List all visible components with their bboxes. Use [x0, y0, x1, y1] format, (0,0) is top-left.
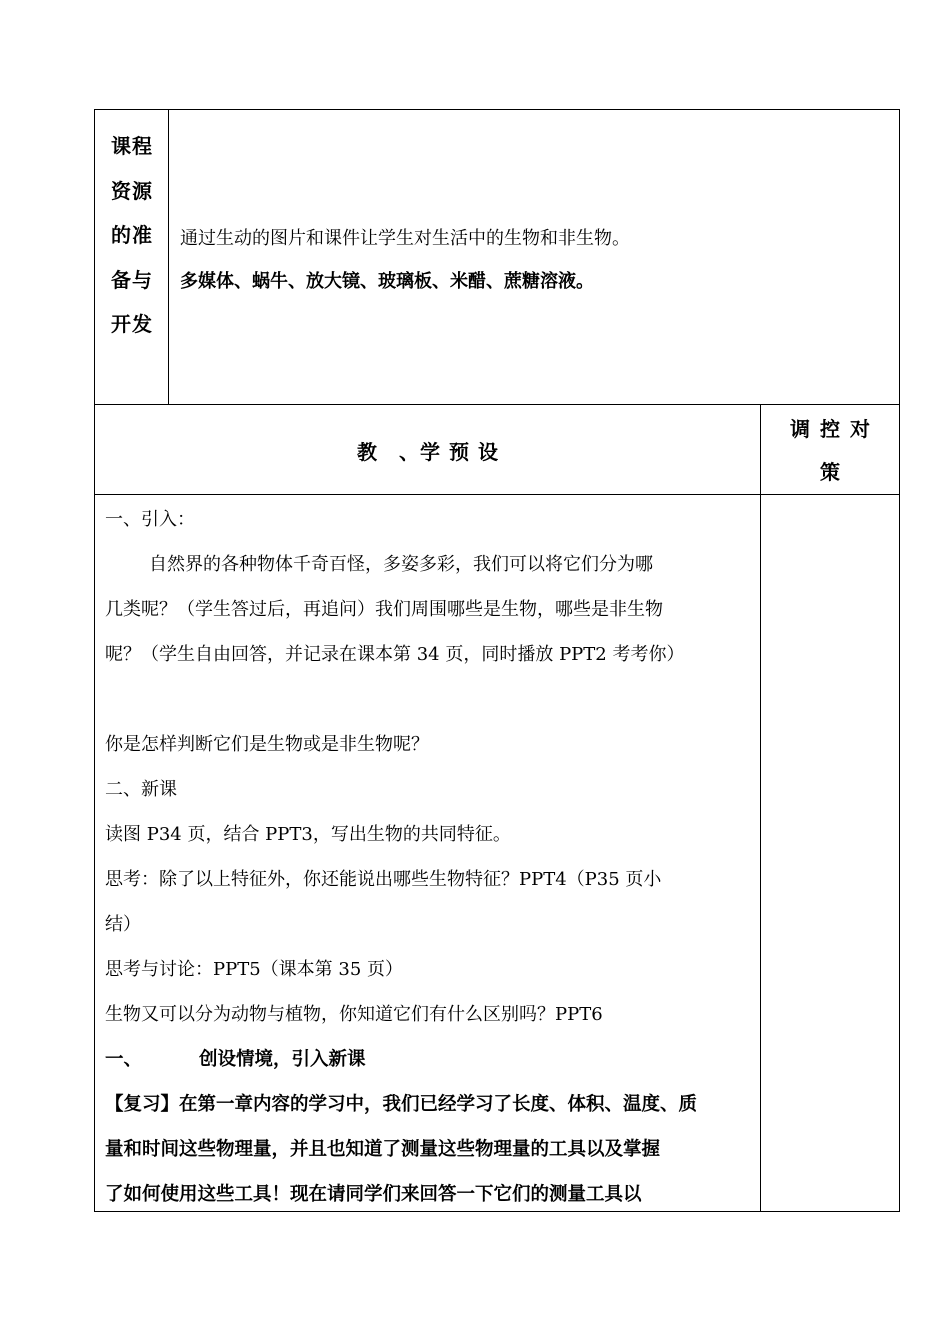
paragraph-line: 自然界的各种物体千奇百怪，多姿多彩，我们可以将它们分为哪 [149, 554, 653, 575]
teaching-plan-heading: 教 、学 预 设 [357, 439, 499, 464]
paragraph-line: 结） [105, 914, 141, 935]
adjustment-heading-line1: 调控对 [790, 417, 880, 441]
resources-materials: 多媒体、蜗牛、放大镜、玻璃板、米醋、蔗糖溶液。 [180, 271, 594, 292]
resources-label-line: 开发 [111, 312, 153, 336]
paragraph-line: 思考与讨论：PPT5（课本第 35 页） [105, 959, 404, 980]
new-lesson-heading: 二、新课 [105, 779, 177, 800]
strategy-column-divider [760, 404, 761, 1212]
resources-label-line: 资源 [111, 178, 153, 203]
resources-label-line: 课程 [111, 134, 153, 158]
blank-line [105, 677, 753, 722]
resources-divider [168, 109, 169, 405]
teaching-content [105, 497, 753, 1217]
paragraph-line: 几类呢？（学生答过后，再追问）我们周围哪些是生物，哪些是非生物 [105, 599, 663, 620]
intro-heading: 一、引入： [105, 509, 195, 530]
resources-label [96, 110, 168, 347]
paragraph-line: 呢？（学生自由回答，并记录在课本第 34 页，同时播放 PPT2 考考你） [105, 644, 685, 665]
section-number: 一、 [105, 1049, 143, 1070]
paragraph-line: 读图 P34 页，结合 PPT3，写出生物的共同特征。 [105, 824, 511, 845]
section-heading [105, 1037, 753, 1082]
review-line: 量和时间这些物理量，并且也知道了测量这些物理量的工具以及掌握 [105, 1139, 661, 1160]
paragraph-line: 生物又可以分为动物与植物，你知道它们有什么区别吗？PPT6 [105, 1004, 603, 1025]
paragraph-line: 思考：除了以上特征外，你还能说出哪些生物特征？PPT4（P35 页小 [105, 869, 662, 890]
section-title: 创设情境，引入新课 [199, 1049, 366, 1070]
resources-label-line: 的准 [111, 223, 153, 247]
review-line: 【复习】在第一章内容的学习中，我们已经学习了长度、体积、温度、质 [105, 1094, 698, 1115]
adjustment-heading-line2: 策 [820, 460, 840, 484]
paragraph-line: 你是怎样判断它们是生物或是非生物呢？ [105, 734, 429, 755]
resources-description: 通过生动的图片和课件让学生对生活中的生物和非生物。 [180, 228, 630, 249]
review-line: 了如何使用这些工具！现在请同学们来回答一下它们的测量工具以 [105, 1184, 642, 1205]
resources-label-line: 备与 [111, 267, 153, 292]
resources-content [180, 217, 880, 303]
